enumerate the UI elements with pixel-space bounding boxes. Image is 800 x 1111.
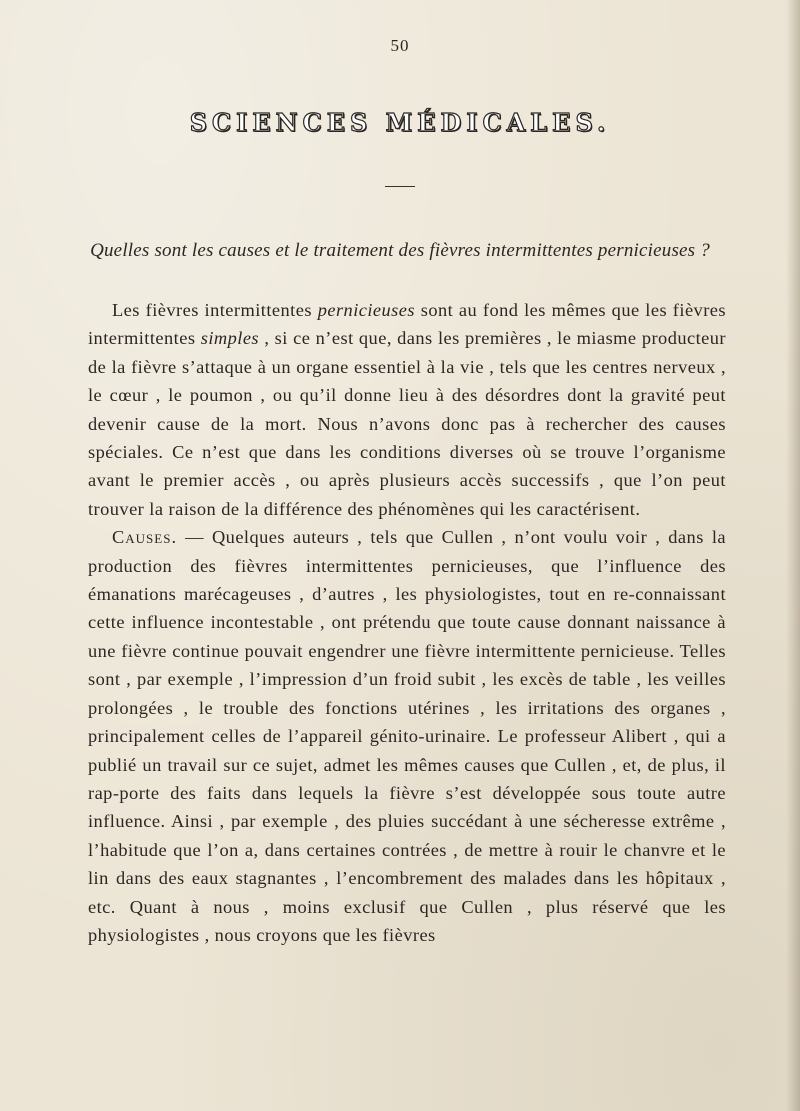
paragraph-causes xyxy=(88,523,726,949)
paragraph-intro xyxy=(88,296,726,523)
text-run: sont au fond les mêmes que les fièvres intermittentes xyxy=(88,300,726,349)
text-run: — Quelques auteurs , tels que Cullen , n’ont voulu voir , dans la production des fièvres intermittentes pernicieuses, que l’influence des émanations marécageuses , d’autres , les physiologistes, tout en re-connaissant cette influence incontestable , ont prétendu que toute cause donnant naissance à une fièvre continue pouvait engendrer une fièvre intermittente pernicieuse. Telles sont , par exemple , l’impression d’un froid subit , les excès de table , les veilles prolongées , le trouble des fonctions utérines , les irritations des organes , principalement celles de l’appareil génito-urinaire. Le professeur Alibert , qui a publié un travail sur ce sujet, admet les mêmes causes que Cullen , et, de plus, il rap-porte des faits dans lequels la fièvre s’est développée sous toute autre influence. Ainsi , par exemple , des pluies succédant à une sécheresse extrême , l’habitude que l’on a, dans certaines contrées , de mettre à rouir le chanvre et le lin dans des eaux stagnantes , l’encombrement des malades dans les hôpitaux , etc. Quant à nous , moins exclusif que Cullen , plus réservé que les physiologistes , nous croyons que les fièvres xyxy=(88,527,726,945)
question-title: Quelles sont les causes et le traitement des fièvres intermittentes pernicieuses ? xyxy=(90,240,710,261)
emphasis-simples: simples xyxy=(200,328,260,349)
section-heading: SCIENCES MÉDICALES. xyxy=(189,108,611,137)
text-run: , si ce n’est que, dans les premières , le miasme producteur de la fièvre s’attaque à un organe essentiel à la vie , tels que les centres nerveux , le cœur , le poumon , ou qu’il donne lieu à des désordres dont la gravité peut devenir cause de la mort. Nous n’avons donc pas à rechercher des causes spéciales. Ce n’est que dans les conditions diverses où se trouve l’organisme avant le premier accès , ou après plusieurs accès successifs , que l’on peut trouver la raison de la différence des phénomènes qui les caractérisent. xyxy=(88,328,726,519)
emphasis-pernicieuses: pernicieuses xyxy=(317,300,416,320)
causes-lead: Causes. xyxy=(112,527,178,548)
body-text xyxy=(88,296,726,949)
text-run: Les fièvres intermittentes xyxy=(112,300,318,320)
page-edge-shadow xyxy=(786,0,800,1111)
page-number: 50 xyxy=(390,36,410,55)
heading-divider xyxy=(385,186,415,187)
